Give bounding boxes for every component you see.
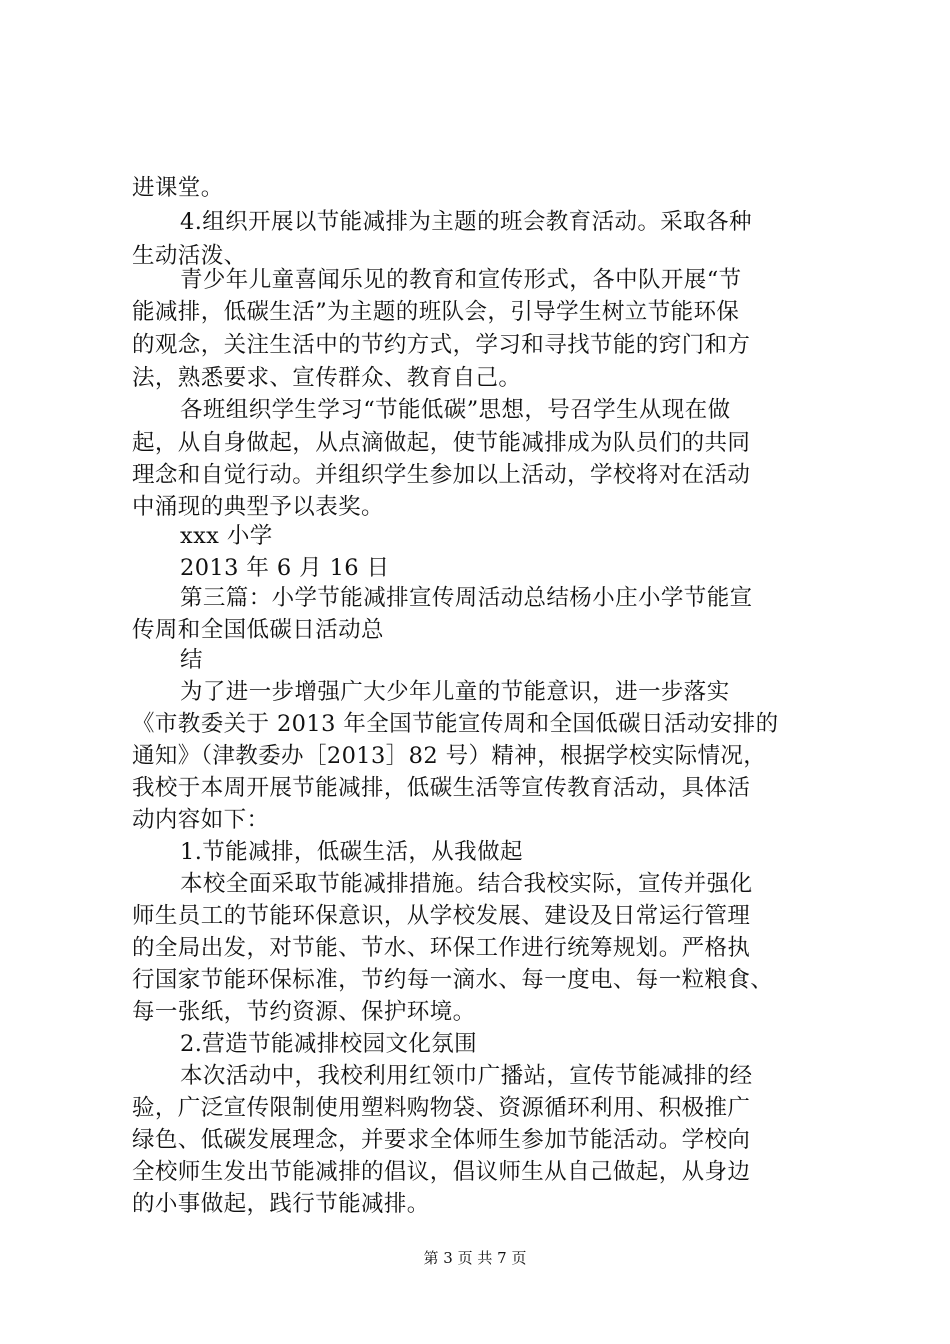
text-line: 为了进一步增强广大少年儿童的节能意识，进一步落实 (180, 679, 730, 705)
page-number: 第 3 页 共 7 页 (423, 1249, 527, 1267)
section-heading: 第三篇：小学节能减排宣传周活动总结杨小庄小学节能宣 (180, 585, 753, 611)
text-line: 师生员工的节能环保意识，从学校发展、建设及日常运行管理 (132, 903, 751, 929)
text-line: 全校师生发出节能减排的倡议，倡议师生从自己做起，从身边 (132, 1159, 751, 1185)
text-line: 动内容如下： (132, 807, 270, 833)
text-line: 进课堂。 (132, 175, 224, 201)
signature-school: xxx 小学 (180, 523, 273, 549)
text-line: 各班组织学生学习“节能低碳”思想，号召学生从现在做 (180, 397, 731, 423)
text-line: 4.组织开展以节能减排为主题的班会教育活动。采取各种 (180, 209, 752, 235)
text-line: 行国家节能环保标准，节约每一滴水、每一度电、每一粒粮食、 (132, 967, 774, 993)
text-line: 的观念，关注生活中的节约方式，学习和寻找节能的窍门和方 (132, 332, 751, 358)
text-line: 验，广泛宣传限制使用塑料购物袋、资源循环利用、积极推广 (132, 1095, 751, 1121)
text-line: 青少年儿童喜闻乐见的教育和宣传形式，各中队开展“节 (180, 267, 742, 293)
text-line: 的小事做起，践行节能减排。 (132, 1191, 430, 1217)
text-line: 我校于本周开展节能减排，低碳生活等宣传教育活动，具体活 (132, 775, 751, 801)
text-line: 本校全面采取节能减排措施。结合我校实际，宣传并强化 (180, 871, 753, 897)
subheading: 1.节能减排，低碳生活，从我做起 (180, 839, 523, 865)
text-line: 本次活动中，我校利用红领巾广播站，宣传节能减排的经 (180, 1063, 753, 1089)
text-line: 的全局出发，对节能、节水、环保工作进行统筹规划。严格执 (132, 935, 751, 961)
text-line: 每一张纸，节约资源、保护环境。 (132, 999, 476, 1025)
section-heading: 传周和全国低碳日活动总 (132, 617, 384, 643)
text-line: 《市教委关于 2013 年全国节能宣传周和全国低碳日活动安排的 (132, 711, 779, 737)
text-line: 理念和自觉行动。并组织学生参加以上活动，学校将对在活动 (132, 462, 751, 488)
subheading: 2.营造节能减排校园文化氛围 (180, 1031, 478, 1057)
text-line: 通知》（津教委办［2013］82 号）精神，根据学校实际情况， (132, 743, 767, 769)
text-line: 起，从自身做起，从点滴做起，使节能减排成为队员们的共同 (132, 430, 751, 456)
text-line: 法，熟悉要求、宣传群众、教育自己。 (132, 365, 522, 391)
text-line: 生动活泼、 (132, 243, 247, 269)
signature-date: 2013 年 6 月 16 日 (180, 555, 390, 581)
text-line: 能减排，低碳生活”为主题的班队会，引导学生树立节能环保 (132, 299, 740, 325)
text-line: 中涌现的典型予以表奖。 (132, 494, 384, 520)
text-line: 绿色、低碳发展理念，并要求全体师生参加节能活动。学校向 (132, 1127, 751, 1153)
section-heading: 结 (180, 647, 203, 673)
